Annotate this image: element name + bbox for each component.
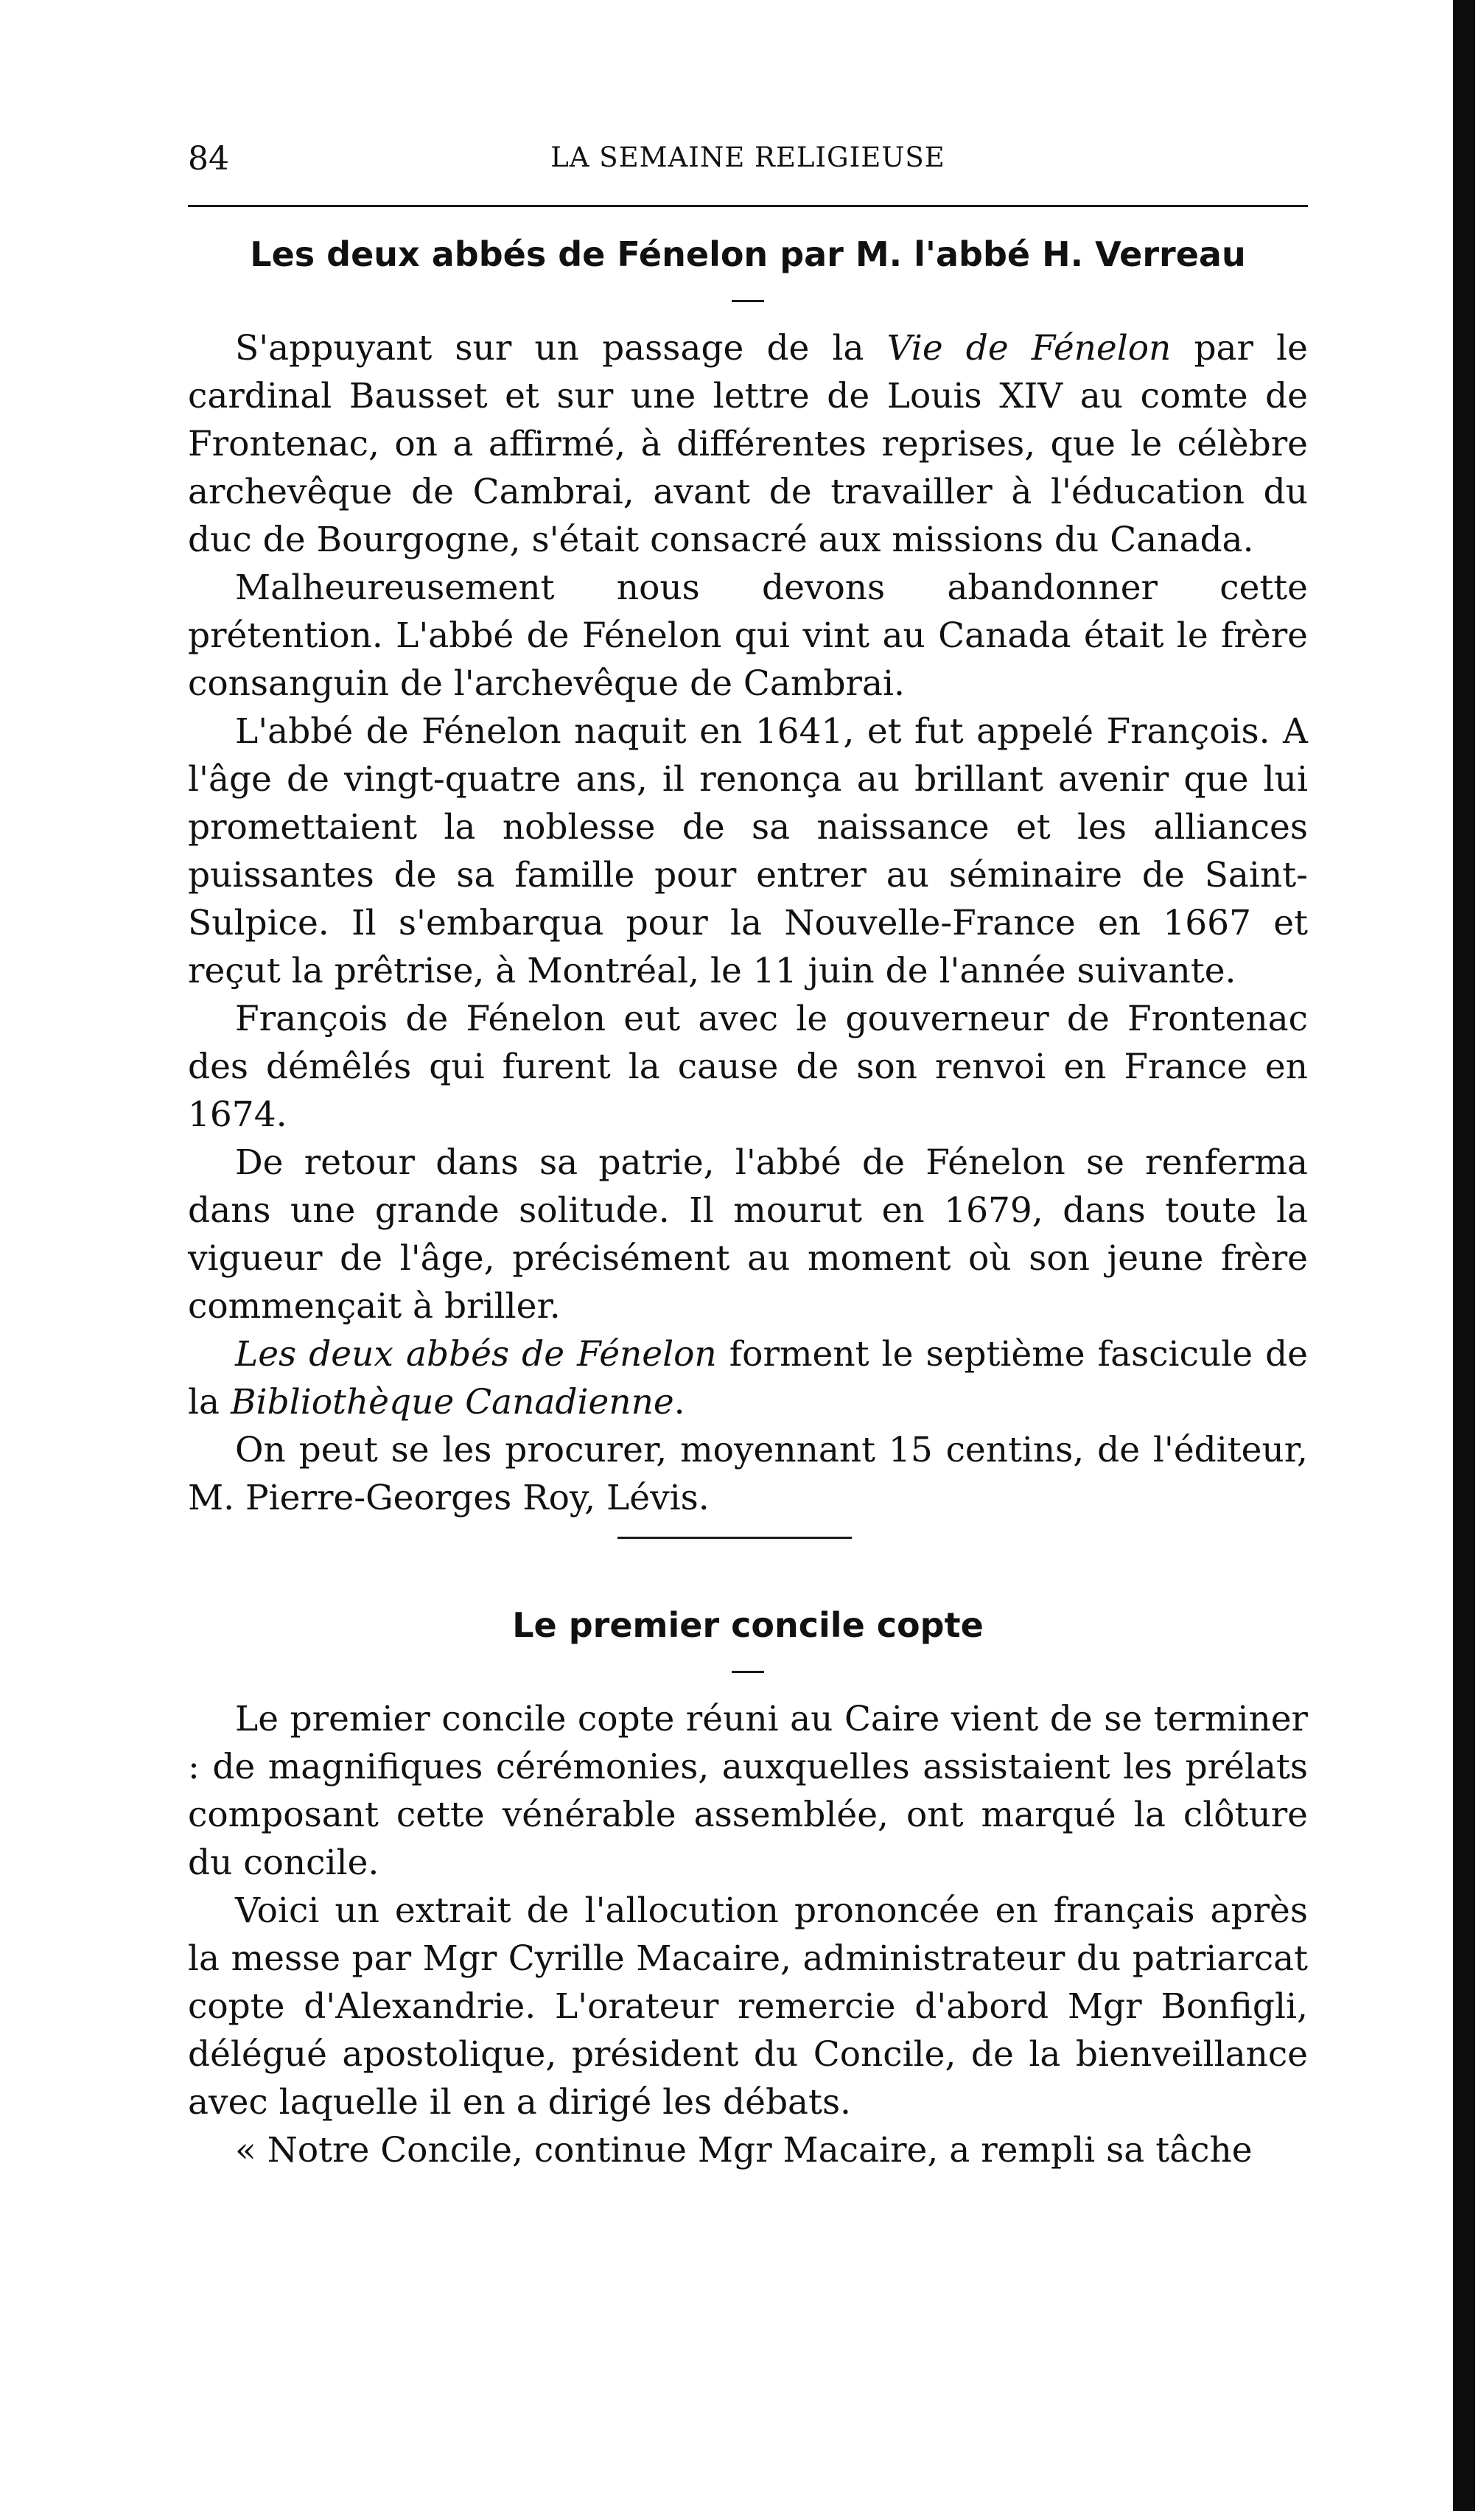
paragraph: On peut se les procurer, moyennant 15 centins, de l'éditeur, M. Pierre-Georges Roy, Lévis. [188,1430,1308,1518]
book-title: Vie de Fénelon [886,328,1172,369]
paragraph: François de Fénelon eut avec le gouverneur de Frontenac des démêlés qui furent la cause de son renvoi en France en 1674. [188,999,1308,1135]
paragraph [188,1330,1308,1426]
paragraph-text: par le cardinal Bausset et sur une lettre de Louis XIV au comte de Frontenac, on a affirmé, à différentes reprises, que le célèbre archevêque de Cambrai, avant de travailler à l'éducation du duc de Bourgogne, s'était consacré aux missions du Canada. [188,328,1308,560]
series-title: Bibliothèque Canadienne [231,1382,674,1422]
paragraph-text: forment le septième fascicule de la [188,1334,1308,1422]
article-title: Le premier concile copte [512,1605,984,1645]
section-divider [617,1537,852,1539]
paragraph [188,324,1308,564]
running-head [188,140,1308,184]
page-edge-shadow [1453,0,1475,2511]
page-number: 84 [188,140,229,178]
article-concile-copte [188,1596,1308,2174]
article-fenelon [188,225,1308,1522]
title-dash [732,300,764,302]
header-rule [188,205,1308,207]
paragraph: « Notre Concile, continue Mgr Macaire, a rempli sa tâche [235,2130,1253,2171]
paragraph-text: S'appuyant sur un passage de la [235,328,887,369]
paragraph: De retour dans sa patrie, l'abbé de Fénelon se renferma dans une grande solitude. Il mourut en 1679, dans toute la vigueur de l'âge, précisément au moment où son jeune frère commençait à briller. [188,1142,1308,1327]
paragraph: Voici un extrait de l'allocution prononcée en français après la messe par Mgr Cyrille Macaire, administrateur du patriarcat copte d'Alexandrie. L'orateur remercie d'abord Mgr Bonfigli, délégué apostolique, président du Concile, de la bienveillance avec laquelle il en a dirigé les débats. [188,1890,1308,2123]
paragraph: Le premier concile copte réuni au Caire vient de se terminer : de magnifiques cérémonies, auxquelles assistaient les prélats composant cette vénérable assemblée, ont marqué la clôture du concile. [188,1699,1308,1883]
paragraph-text: . [673,1382,685,1422]
paragraph: Malheureusement nous devons abandonner cette prétention. L'abbé de Fénelon qui vint au Canada était le frère consanguin de l'archevêque de Cambrai. [188,567,1308,704]
book-title: Les deux abbés de Fénelon [235,1334,717,1375]
paragraph: L'abbé de Fénelon naquit en 1641, et fut appelé François. A l'âge de vingt-quatre ans, il renonça au brillant avenir que lui promettaient la noblesse de sa naissance et les alliances puissantes de sa famille pour entrer au séminaire de Saint-Sulpice. Il s'embarqua pour la Nouvelle-France en 1667 et reçut la prêtrise, à Montréal, le 11 juin de l'année suivante. [188,711,1308,991]
journal-title: LA SEMAINE RELIGIEUSE [550,142,945,173]
title-dash [732,1671,764,1673]
article-title: Les deux abbés de Fénelon par M. l'abbé H. Verreau [250,234,1246,274]
